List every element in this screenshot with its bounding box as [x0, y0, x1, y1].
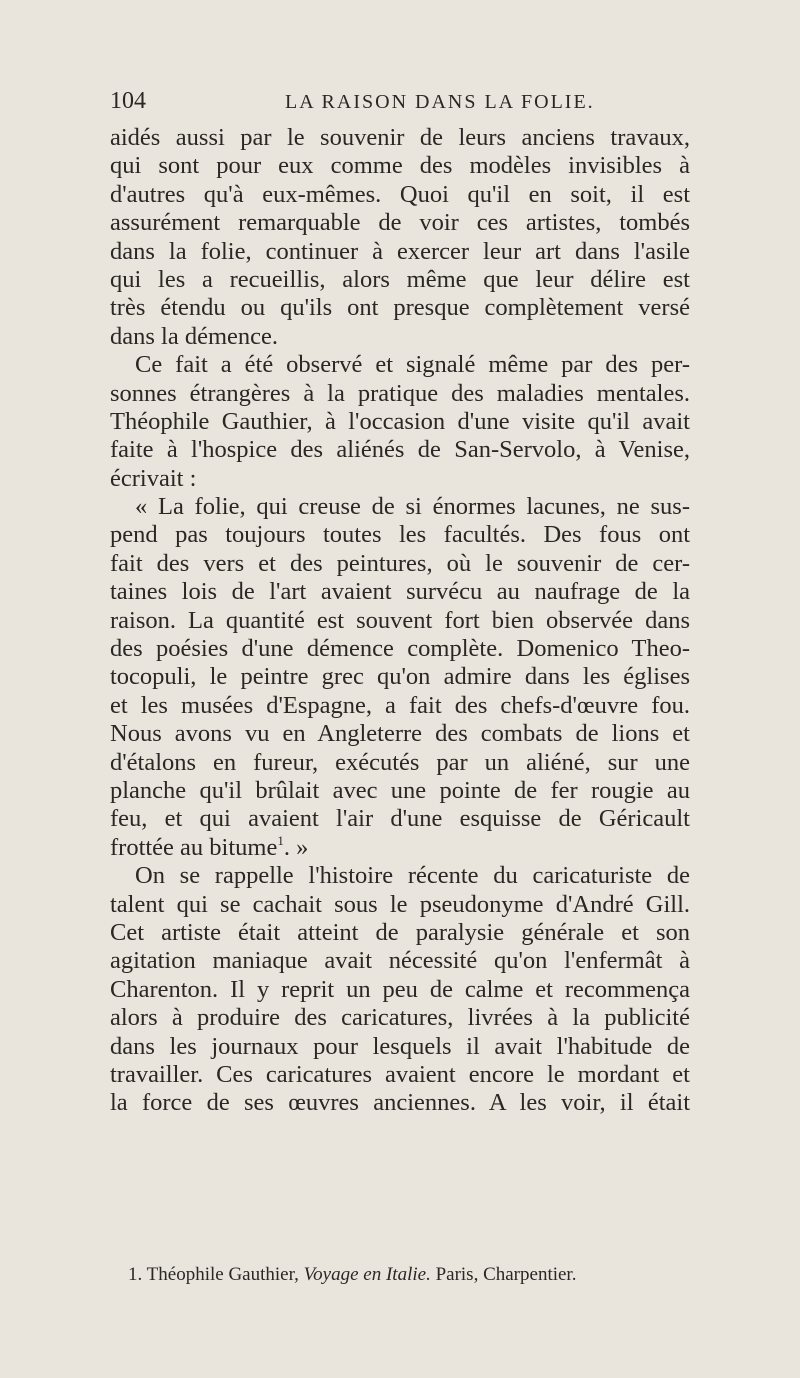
page-header [110, 88, 690, 122]
text-line: raison. La quantité est souvent fort bien observée dans [110, 606, 690, 634]
text-line: aidés aussi par le souvenir de leurs anciens travaux, [110, 124, 690, 151]
text-line: d'autres qu'à eux-mêmes. Quoi qu'il en soit, il est [110, 180, 690, 208]
text-line: très étendu ou qu'ils ont presque complètement versé [110, 294, 690, 322]
text-line: travailler. Ces caricatures avaient encore le mordant et [110, 1060, 690, 1088]
text-line-with-note [110, 834, 690, 862]
running-title: LA RAISON DANS LA FOLIE. [285, 91, 595, 113]
body-text [110, 124, 690, 1118]
text-line: Cet artiste était atteint de paralysie générale et son [110, 918, 690, 946]
text-line: Charenton. Il y reprit un peu de calme et recommença [110, 975, 690, 1003]
footnote-number: 1. [128, 1264, 143, 1285]
text-line: planche qu'il brûlait avec une pointe de fer rougie au [110, 776, 690, 804]
text-line: Ce fait a été observé et signalé même par des per- [135, 351, 690, 379]
text-line: feu, et qui avaient l'air d'une esquisse de Géricault [110, 805, 690, 833]
text-line: sonnes étrangères à la pratique des maladies mentales. [110, 379, 690, 407]
text-line: qui les a recueillis, alors même que leur délire est [110, 265, 690, 293]
text-line: écrivait : [110, 464, 197, 492]
footnote-title: Voyage en Italie. [303, 1264, 431, 1285]
footnote-author: Théophile Gauthier, [146, 1264, 299, 1285]
footnote [128, 1264, 708, 1286]
quote-close: . » [283, 833, 309, 861]
text-fragment: frottée au bitume [110, 833, 278, 861]
text-line: pend pas toujours toutes les facultés. Des fous ont [110, 521, 690, 549]
text-line: On se rappelle l'histoire récente du caricaturiste de [135, 862, 690, 890]
text-line: des poésies d'une démence complète. Domenico Theo- [110, 635, 690, 663]
text-line: « La folie, qui creuse de si énormes lacunes, ne sus- [135, 493, 690, 521]
footnote-publisher: Paris, Charpentier. [435, 1264, 577, 1285]
page-number: 104 [110, 88, 146, 114]
text-line: faite à l'hospice des aliénés de San-Servolo, à Venise, [110, 436, 690, 464]
text-line: dans les journaux pour lesquels il avait l'habitude de [110, 1032, 690, 1060]
text-line: assurément remarquable de voir ces artistes, tombés [110, 209, 690, 237]
text-line: fait des vers et des peintures, où le souvenir de cer- [110, 549, 690, 577]
text-line: agitation maniaque avait nécessité qu'on l'enfermât à [110, 947, 690, 975]
text-line: taines lois de l'art avaient survécu au naufrage de la [110, 578, 690, 606]
text-line: et les musées d'Espagne, a fait des chefs-d'œuvre fou. [110, 691, 690, 719]
text-line: alors à produire des caricatures, livrées à la publicité [110, 1004, 690, 1032]
text-line: dans la démence. [110, 322, 279, 350]
text-line: d'étalons en fureur, exécutés par un aliéné, sur une [110, 748, 690, 776]
text-line: talent qui se cachait sous le pseudonyme d'André Gill. [110, 890, 690, 918]
text-line: la force de ses œuvres anciennes. A les voir, il était [110, 1089, 690, 1117]
text-line: Théophile Gauthier, à l'occasion d'une visite qu'il avait [110, 407, 690, 435]
text-line: Nous avons vu en Angleterre des combats de lions et [110, 720, 690, 748]
text-line: tocopuli, le peintre grec qu'on admire dans les églises [110, 663, 690, 691]
footnote-marker: 1 [277, 833, 284, 848]
text-line: qui sont pour eux comme des modèles invisibles à [110, 152, 690, 180]
text-line: dans la folie, continuer à exercer leur art dans l'asile [110, 237, 690, 265]
